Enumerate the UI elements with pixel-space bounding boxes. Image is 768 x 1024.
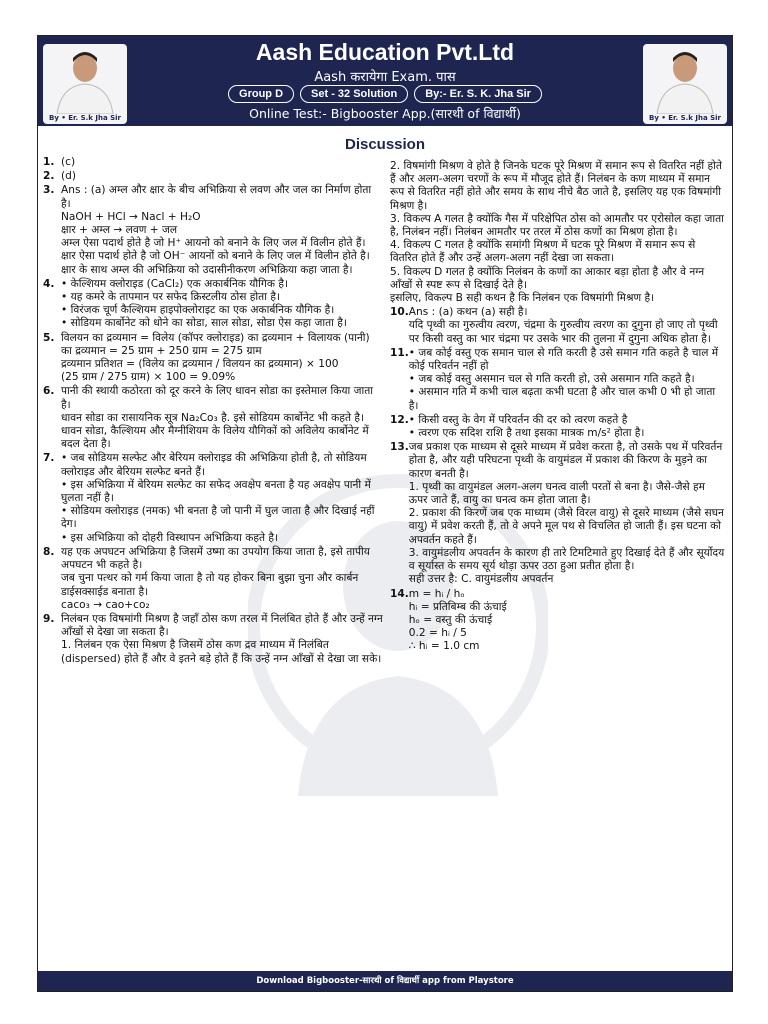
answer-line: 5. विकल्प D गलत है क्योंकि निलंबन के कणों का आकार बड़ा होता है और वे नग्न आँखों से स्पष्ट रूप से दिखाई देते है। <box>390 265 705 291</box>
answer-line: • जब सोडियम सल्फेट और बेरियम क्लोराइड की अभिक्रिया होती है, तो सोडियम क्लोराइड और बेरियम सल्फेट बनते हैं। <box>61 452 367 478</box>
answer-line: • जब कोई वस्तु असमान चल से गति करती हो, उसे असमान गति कहते है। <box>408 373 695 386</box>
answer-item <box>390 160 726 305</box>
online-test-line: Online Test:- Bigbooster App.(सारथी of विद्यार्थी) <box>249 106 521 121</box>
company-tagline: Aash करायेगा Exam. पास <box>314 70 456 85</box>
answer-line: 2. विषमांगी मिश्रण वे होते है जिनके घटक पूरे मिश्रण में समान रूप से वितरित नहीं होते हैं और अलग-अलग चरणों के रूप में मौजूद होते हैं। निलंबन के कण माध्यम में समान रूप से वितरित नहीं होते और समय के साथ नीचे बैठ जाते है, इसलिए यह एक विषमांगी मिश्रण है। <box>390 160 722 212</box>
teacher-photo-left: By • Er. S.k Jha Sir <box>43 44 127 124</box>
answer-line: (d) <box>61 170 76 183</box>
answer-line: (c) <box>61 156 76 168</box>
answer-line: Ans : (a) कथन (a) सही है। <box>408 306 528 319</box>
answer-line: 0.2 = hᵢ / 5 <box>408 627 467 640</box>
answer-item <box>390 414 726 440</box>
answer-item <box>390 306 726 346</box>
answer-item <box>390 347 726 413</box>
answer-number: 6. <box>43 385 55 398</box>
answer-line: ∴ hᵢ = 1.0 cm <box>408 640 480 653</box>
answer-body <box>61 184 383 276</box>
answer-line: • जब कोई वस्तु एक समान चाल से गति करती है उसे समान गति कहते है चाल में कोई परिवर्तन नहीं हो <box>408 346 719 373</box>
answer-number: 7. <box>43 452 55 465</box>
answer-line: इसलिए, विकल्प B सही कथन है कि निलंबन एक विषमांगी मिश्रण है। <box>390 292 655 305</box>
answer-item <box>43 385 383 451</box>
answer-line: caco₃ → cao+co₂ <box>61 598 150 611</box>
answer-line: • असमान गति में कभी चाल बढ़ता कभी घटता है और चाल कभी 0 भी हो जाता है। <box>408 386 716 412</box>
answer-line: • विरंजक चूर्ण कैल्शियम हाइपोक्लोराइट का एक अकार्बनिक यौगिक है। <box>61 304 335 317</box>
answer-body <box>409 414 726 440</box>
answer-line: जब चुना पत्थर को गर्म किया जाता है तो यह होकर बिना बुझा चुना और कार्बन डाईसक्साईड बनाता है। <box>61 572 359 598</box>
answer-number: 13. <box>390 441 409 454</box>
answer-line: विलयन का द्रव्यमान = विलेय (कॉपर क्लोराइड) का द्रव्यमान + विलायक (पानी) का द्रव्यमान = 25 ग्राम + 250 ग्राम = 275 ग्राम <box>61 331 370 357</box>
answer-body <box>409 347 726 413</box>
answer-body <box>409 441 726 586</box>
answer-line: 3. वायुमंडलीय अपवर्तन के कारण ही तारे टिमटिमाते हुए दिखाई देते हैं और सूर्योदय व सूर्यास्त के समय सूर्य थोड़ा ऊपर उठा हुआ प्रतीत होता है। <box>408 546 725 573</box>
right-column <box>390 160 726 655</box>
answer-body <box>390 160 726 305</box>
answer-line: 1. निलंबन एक ऐसा मिश्रण है जिसमें ठोस कण द्रव माध्यम में निलंबित (dispersed) होते हैं और वे इतने बड़े होते हैं कि उन्हें नग्न आँखों से देखा जा सके। <box>61 639 382 665</box>
answer-line: जब प्रकाश एक माध्यम से दूसरे माध्यम में प्रवेश करता है, तो उसके पथ में परिवर्तन होता है, और यही परिघटना पृथ्वी के वायुमंडल में प्रकाश की किरण के मुड़ने का कारण बनती है। <box>408 441 723 480</box>
answer-line: 1. पृथ्वी का वायुमंडल अलग-अलग घनत्व वाली परतों से बना है। जैसे-जैसे हम ऊपर जाते हैं, वायु का घनत्व कम होता जाता है। <box>408 480 706 507</box>
answer-item <box>43 156 383 169</box>
answer-line: क्षार + अम्ल → लवण + जल <box>61 224 178 237</box>
answer-number: 12. <box>390 413 409 426</box>
answer-line: यह एक अपघटन अभिक्रिया है जिसमें उष्मा का उपयोग किया जाता है, इसे तापीय अपघटन भी कहते है। <box>61 545 370 572</box>
teacher-photo-right: By • Er. S.k Jha Sir <box>643 44 727 124</box>
answer-line: hₒ = वस्तु की ऊंचाई <box>408 613 493 626</box>
answer-line: hᵢ = प्रतिबिम्ब की ऊंचाई <box>408 600 507 613</box>
answer-line: 3. विकल्प A गलत है क्योंकि गैस में परिक्षेपित ठोस को आमतौर पर एरोसोल कहा जाता है, निलंबन नहीं। निलंबन आमतौर पर तरल में ठोस कणों का मिश्रण होता है। <box>390 212 724 239</box>
header-banner <box>38 36 732 126</box>
answer-line: • यह कमरे के तापमान पर सफेद क्रिस्टलीय ठोस होता है। <box>61 291 280 304</box>
left-column <box>43 156 383 667</box>
answer-line: • इस अभिक्रिया में बेरियम सल्फेट का सफेद अवक्षेप बनता है यह अवक्षेप पानी में घुलता नहीं है। <box>61 478 371 505</box>
answer-line: 2. प्रकाश की किरणें जब एक माध्यम (जैसे विरल वायु) से दूसरे माध्यम (जैसे सघन वायु) में प्रवेश करती हैं, तो वे अपने मूल पथ से विचलित हो जाती हैं। इस घटना को अपवर्तन कहते हैं। <box>408 507 724 546</box>
answer-number: 1. <box>43 156 55 168</box>
answer-number: 11. <box>390 346 409 359</box>
author-pill: By:- Er. S. K. Jha Sir <box>414 85 542 103</box>
answer-body <box>61 385 383 451</box>
answer-number: 14. <box>390 587 409 600</box>
answer-number: 4. <box>43 277 55 290</box>
answer-line: m = hᵢ / hₒ <box>408 587 465 600</box>
answer-line: पानी की स्थायी कठोरता को दूर करने के लिए धावन सोडा का इस्तेमाल किया जाता है। <box>61 385 373 411</box>
answer-line: • केल्शियम क्लोराइड (CaCl₂) एक अकार्बनिक यौगिक है। <box>61 277 289 290</box>
answer-line: धावन सोडा का रासायनिक सूत्र Na₂Co₃ है. इसे सोडियम कार्बोनेट भी कहते है। <box>61 411 364 424</box>
answer-body <box>61 332 383 385</box>
answer-line: निलंबन एक विषमांगी मिश्रण है जहाँ ठोस कण तरल में निलंबित होते हैं और उन्हें नग्न आँखों से देखा जा सकता है। <box>61 612 383 639</box>
answer-body <box>61 170 383 183</box>
page <box>37 35 733 992</box>
set-pill: Set - 32 Solution <box>300 85 408 103</box>
answer-line: क्षार के साथ अम्ल की अभिक्रिया को उदासीनीकरण अभिक्रिया कहा जाता है। <box>61 263 353 276</box>
answer-line: Ans : (a) अम्ल और क्षार के बीच अभिक्रिया से लवण और जल का निर्माण होता है। <box>61 184 372 210</box>
answer-number: 8. <box>43 545 55 558</box>
answer-item <box>43 546 383 612</box>
answer-number: 2. <box>43 170 55 183</box>
answer-line: धावन सोडा, कैल्शियम और मैग्नीशियम के विलेय यौगिकों को अविलेय कार्बोनेट में बदल देता है। <box>61 425 369 451</box>
answer-item <box>43 452 383 544</box>
answer-number: 9. <box>43 612 55 625</box>
footer-banner: Download Bigbooster-सारथी of विद्यार्थी app from Playstore <box>38 971 732 991</box>
answer-line: NaOH + HCl → Nacl + H₂O <box>61 210 201 223</box>
answer-item <box>43 170 383 183</box>
answer-item <box>43 278 383 331</box>
answer-line: क्षार ऐसा पदार्थ होते है जो OH⁻ आयनों को बनाने के लिए जल में विलीन होते है। <box>61 250 370 263</box>
answer-line: • इस अभिक्रिया को दोहरी विस्थापन अभिक्रिया कहते है। <box>61 531 278 544</box>
answer-line: यदि पृथ्वी का गुरुत्वीय त्वरण, चंद्रमा के गुरुत्वीय त्वरण का दुगुना हो जाए तो पृथ्वी पर किसी वस्तु का भार चंद्रमा पर उसके भार की तुलना में दुगुना अधिक होता है। <box>408 319 718 345</box>
header-pills <box>38 85 732 103</box>
answer-body <box>61 278 383 331</box>
answer-line: • त्वरण एक सदिश राशि है तथा इसका मात्रक m/s² होता है। <box>408 427 645 440</box>
answer-line: 4. विकल्प C गलत है क्योंकि समांगी मिश्रण में घटक पूरे मिश्रण में समान रूप से वितरित होते हैं और उन्हें अलग-अलग नहीं देखा जा सकता। <box>390 239 696 265</box>
answer-line: • किसी वस्तु के वेग में परिवर्तन की दर को त्वरण कहते है <box>408 413 628 426</box>
answer-line: द्रव्यमान प्रतिशत = (विलेय का द्रव्यमान / विलयन का द्रव्यमान) × 100 <box>61 358 339 371</box>
answer-item <box>390 441 726 586</box>
answer-body <box>61 156 383 169</box>
answer-body <box>61 452 383 544</box>
answer-item <box>43 184 383 276</box>
answer-number: 5. <box>43 331 55 344</box>
discussion-heading: Discussion <box>344 136 426 153</box>
group-pill: Group D <box>228 85 294 103</box>
answer-item <box>43 332 383 385</box>
company-title: Aash Education Pvt.Ltd <box>255 39 515 65</box>
answer-line: • सोडियम कार्बोनेट को धोने का सोडा, साल सोडा, सोडा ऐस कहा जाता है। <box>61 317 347 330</box>
answer-line: (25 ग्राम / 275 ग्राम) × 100 = 9.09% <box>61 371 236 384</box>
answer-body <box>409 306 726 346</box>
answer-number: 10. <box>390 306 409 319</box>
answer-body <box>409 588 726 654</box>
answer-body <box>61 613 383 666</box>
answer-body <box>61 546 383 612</box>
answer-item <box>390 588 726 654</box>
answer-line: सही उत्तर है: C. वायुमंडलीय अपवर्तन <box>408 573 554 586</box>
answer-line: अम्ल ऐसा पदार्थ होते है जो H⁺ आयनो को बनाने के लिए जल में विलीन होते हैं। <box>61 237 366 250</box>
answer-item <box>43 613 383 666</box>
answer-line: • सोडियम क्लोराइड (नमक) भी बनता है जो पानी में घुल जाता है और दिखाई नहीं देग। <box>61 505 375 531</box>
answer-number: 3. <box>43 184 55 197</box>
